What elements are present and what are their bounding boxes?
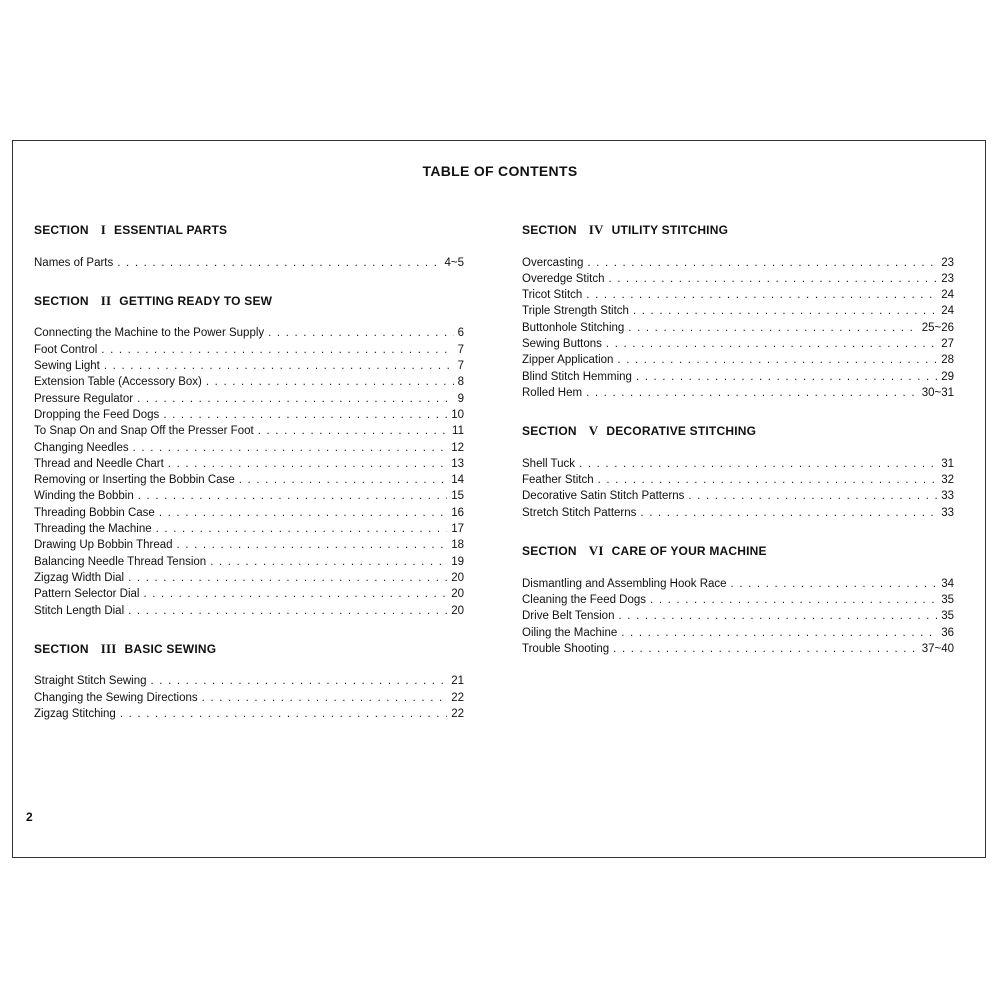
dot-leader: [618, 608, 937, 624]
page-title: TABLE OF CONTENTS: [422, 163, 578, 179]
toc-entry[interactable]: [34, 586, 464, 602]
entry-title: Sewing Buttons: [522, 338, 602, 351]
dot-leader: [613, 641, 918, 657]
entry-title: Foot Control: [34, 343, 98, 356]
dot-leader: [159, 505, 447, 521]
entry-page-number: 8: [457, 376, 464, 389]
toc-entry[interactable]: [522, 287, 954, 303]
entry-page-number: 9: [457, 392, 464, 405]
toc-entry[interactable]: [34, 706, 464, 722]
dot-leader: [101, 342, 453, 358]
section-title: UTILITY STITCHING: [611, 223, 729, 237]
toc-entry[interactable]: [522, 303, 954, 319]
entry-title: Extension Table (Accessory Box): [34, 376, 202, 389]
section-label: SECTION: [34, 293, 89, 308]
toc-entry[interactable]: [34, 423, 464, 439]
entry-page-number: 16: [451, 506, 464, 519]
entry-page-number: 36: [941, 626, 954, 639]
toc-section: [34, 222, 464, 271]
entry-page-number: 35: [941, 610, 954, 623]
entry-page-number: 23: [941, 256, 954, 269]
toc-entry[interactable]: [522, 336, 954, 352]
page-number: 2: [26, 810, 33, 824]
dot-leader: [636, 369, 937, 385]
entry-page-number: 21: [451, 675, 464, 688]
entry-title: Buttonhole Stitching: [522, 321, 625, 334]
toc-entry[interactable]: [522, 625, 954, 641]
entry-title: Stretch Stitch Patterns: [522, 506, 637, 519]
toc-entry[interactable]: [522, 608, 954, 624]
dot-leader: [608, 271, 937, 287]
entry-page-number: 10: [451, 408, 464, 421]
entry-title: Zigzag Stitching: [34, 708, 116, 721]
entry-title: Winding the Bobbin: [34, 490, 134, 503]
toc-entry[interactable]: [522, 505, 954, 521]
entry-page-number: 19: [451, 555, 464, 568]
dot-leader: [156, 521, 448, 537]
toc-entry[interactable]: [34, 342, 464, 358]
section-heading: [34, 641, 464, 657]
section-roman-numeral: V: [588, 423, 599, 439]
entry-page-number: 25~26: [921, 321, 954, 334]
dot-leader: [587, 255, 937, 271]
toc-entry[interactable]: [34, 505, 464, 521]
entry-title: Connecting the Machine to the Power Supply: [34, 327, 265, 340]
entry-page-number: 20: [451, 571, 464, 584]
entry-page-number: 22: [451, 691, 464, 704]
toc-entry[interactable]: [522, 488, 954, 504]
entry-page-number: 12: [451, 441, 464, 454]
dot-leader: [137, 391, 454, 407]
toc-entry[interactable]: [34, 603, 464, 619]
section-heading: [34, 222, 464, 238]
entry-title: Dismantling and Assembling Hook Race: [522, 577, 727, 590]
toc-entry[interactable]: [522, 472, 954, 488]
entry-page-number: 20: [451, 588, 464, 601]
dot-leader: [202, 690, 448, 706]
toc-entry[interactable]: [34, 554, 464, 570]
dot-leader: [268, 325, 453, 341]
dot-leader: [177, 537, 448, 553]
entry-page-number: 6: [457, 327, 464, 340]
toc-entry[interactable]: [522, 352, 954, 368]
entry-page-number: 34: [941, 577, 954, 590]
toc-entry[interactable]: [34, 456, 464, 472]
entry-title: Straight Stitch Sewing: [34, 675, 147, 688]
entry-page-number: 15: [451, 490, 464, 503]
entry-title: Oiling the Machine: [522, 626, 618, 639]
toc-entry[interactable]: [522, 456, 954, 472]
entry-title: Pressure Regulator: [34, 392, 134, 405]
entry-title: Decorative Satin Stitch Patterns: [522, 490, 685, 503]
section-title: DECORATIVE STITCHING: [606, 424, 757, 439]
toc-entry[interactable]: [34, 440, 464, 456]
toc-entry[interactable]: [34, 570, 464, 586]
entry-title: Overedge Stitch: [522, 272, 605, 285]
toc-section: [522, 543, 954, 657]
entry-title: Triple Strength Stitch: [522, 305, 629, 318]
entry-title: Zigzag Width Dial: [34, 571, 125, 584]
dot-leader: [104, 358, 454, 374]
dot-leader: [117, 255, 440, 271]
entry-title: Zipper Application: [522, 354, 614, 367]
entry-page-number: 24: [941, 305, 954, 318]
entry-title: Thread and Needle Chart: [34, 457, 164, 470]
section-label: SECTION: [34, 641, 89, 656]
entry-page-number: 35: [941, 593, 954, 606]
dot-leader: [168, 456, 447, 472]
dot-leader: [143, 586, 447, 602]
entry-page-number: 23: [941, 272, 954, 285]
dot-leader: [586, 287, 937, 303]
entry-title: Names of Parts: [34, 256, 114, 269]
section-title: GETTING READY TO SEW: [119, 293, 273, 308]
dot-leader: [120, 706, 447, 722]
entry-title: Stitch Length Dial: [34, 604, 125, 617]
dot-leader: [628, 320, 917, 336]
entry-title: Balancing Needle Thread Tension: [34, 555, 207, 568]
dot-leader: [210, 554, 447, 570]
toc-entry[interactable]: [522, 320, 954, 336]
toc-entry[interactable]: [522, 641, 954, 657]
entry-title: Feather Stitch: [522, 474, 594, 487]
entry-page-number: 28: [941, 354, 954, 367]
toc-entry[interactable]: [34, 358, 464, 374]
entry-page-number: 31: [941, 457, 954, 470]
entry-page-number: 7: [457, 343, 464, 356]
section-roman-numeral: II: [100, 292, 112, 308]
entry-title: Cleaning the Feed Dogs: [522, 593, 647, 606]
entry-title: Threading the Machine: [34, 523, 152, 536]
entry-page-number: 32: [941, 474, 954, 487]
section-label: SECTION: [34, 223, 89, 237]
toc-entry[interactable]: [34, 673, 464, 689]
entry-title: Threading Bobbin Case: [34, 506, 155, 519]
entry-title: Changing Needles: [34, 441, 129, 454]
toc-section: [34, 293, 464, 619]
section-title: CARE OF YOUR MACHINE: [611, 544, 767, 559]
toc-entry[interactable]: [522, 592, 954, 608]
dot-leader: [731, 576, 938, 592]
dot-leader: [586, 385, 918, 401]
entry-title: To Snap On and Snap Off the Presser Foot: [34, 425, 254, 438]
section-heading: [522, 222, 954, 238]
section-title: BASIC SEWING: [124, 641, 217, 656]
section-label: SECTION: [522, 424, 577, 439]
dot-leader: [633, 303, 937, 319]
dot-leader: [688, 488, 937, 504]
dot-leader: [621, 625, 937, 641]
section-roman-numeral: III: [100, 640, 117, 656]
dot-leader: [617, 352, 937, 368]
entry-title: Overcasting: [522, 256, 584, 269]
toc-entry[interactable]: [522, 385, 954, 401]
section-heading: [522, 423, 954, 439]
right-column: [522, 222, 954, 679]
entry-page-number: 33: [941, 490, 954, 503]
entry-page-number: 37~40: [921, 642, 954, 655]
entry-page-number: 7: [457, 360, 464, 373]
dot-leader: [579, 456, 937, 472]
entry-page-number: 14: [451, 474, 464, 487]
entry-page-number: 17: [451, 523, 464, 536]
entry-page-number: 20: [451, 604, 464, 617]
entry-page-number: 22: [451, 708, 464, 721]
toc-entry[interactable]: [34, 472, 464, 488]
entry-title: Trouble Shooting: [522, 642, 610, 655]
toc-entry[interactable]: [522, 369, 954, 385]
dot-leader: [258, 423, 448, 439]
dot-leader: [598, 472, 938, 488]
entry-page-number: 13: [451, 457, 464, 470]
section-title: ESSENTIAL PARTS: [114, 223, 228, 237]
section-roman-numeral: IV: [588, 222, 604, 237]
toc-entry[interactable]: [34, 690, 464, 706]
dot-leader: [151, 673, 448, 689]
toc-entry[interactable]: [34, 325, 464, 341]
entry-title: Sewing Light: [34, 360, 100, 373]
toc-section: [522, 222, 954, 401]
entry-page-number: 11: [452, 425, 464, 438]
entry-title: Drive Belt Tension: [522, 610, 615, 623]
entry-page-number: 27: [941, 338, 954, 351]
entry-title: Tricot Stitch: [522, 289, 583, 302]
entry-title: Pattern Selector Dial: [34, 588, 140, 601]
toc-entry[interactable]: [34, 391, 464, 407]
toc-entry[interactable]: [34, 407, 464, 423]
section-heading: [522, 543, 954, 559]
section-roman-numeral: VI: [588, 543, 604, 559]
toc-entry[interactable]: [34, 488, 464, 504]
entry-title: Removing or Inserting the Bobbin Case: [34, 474, 235, 487]
left-column: [34, 222, 464, 744]
dot-leader: [133, 440, 448, 456]
entry-page-number: 18: [451, 539, 464, 552]
entry-page-number: 4~5: [444, 256, 464, 269]
dot-leader: [650, 592, 937, 608]
toc-entry[interactable]: [34, 374, 464, 390]
toc-section: [522, 423, 954, 521]
section-label: SECTION: [522, 223, 577, 237]
dot-leader: [138, 488, 447, 504]
entry-title: Blind Stitch Hemming: [522, 370, 632, 383]
entry-title: Dropping the Feed Dogs: [34, 408, 160, 421]
entry-page-number: 33: [941, 506, 954, 519]
dot-leader: [128, 603, 447, 619]
entry-title: Changing the Sewing Directions: [34, 691, 198, 704]
dot-leader: [640, 505, 937, 521]
entry-title: Shell Tuck: [522, 457, 576, 470]
toc-entry[interactable]: [522, 255, 954, 271]
section-label: SECTION: [522, 544, 577, 559]
section-roman-numeral: I: [100, 222, 107, 237]
toc-entry[interactable]: [522, 576, 954, 592]
toc-entry[interactable]: [522, 271, 954, 287]
dot-leader: [239, 472, 447, 488]
dot-leader: [128, 570, 447, 586]
dot-leader: [163, 407, 447, 423]
entry-page-number: 24: [941, 289, 954, 302]
toc-entry[interactable]: [34, 521, 464, 537]
entry-title: Drawing Up Bobbin Thread: [34, 539, 173, 552]
toc-section: [34, 641, 464, 722]
entry-page-number: 29: [941, 370, 954, 383]
section-heading: [34, 293, 464, 309]
entry-page-number: 30~31: [921, 386, 954, 399]
entry-title: Rolled Hem: [522, 386, 583, 399]
dot-leader: [606, 336, 937, 352]
dot-leader: [206, 374, 454, 390]
toc-entry[interactable]: [34, 255, 464, 271]
toc-entry[interactable]: [34, 537, 464, 553]
